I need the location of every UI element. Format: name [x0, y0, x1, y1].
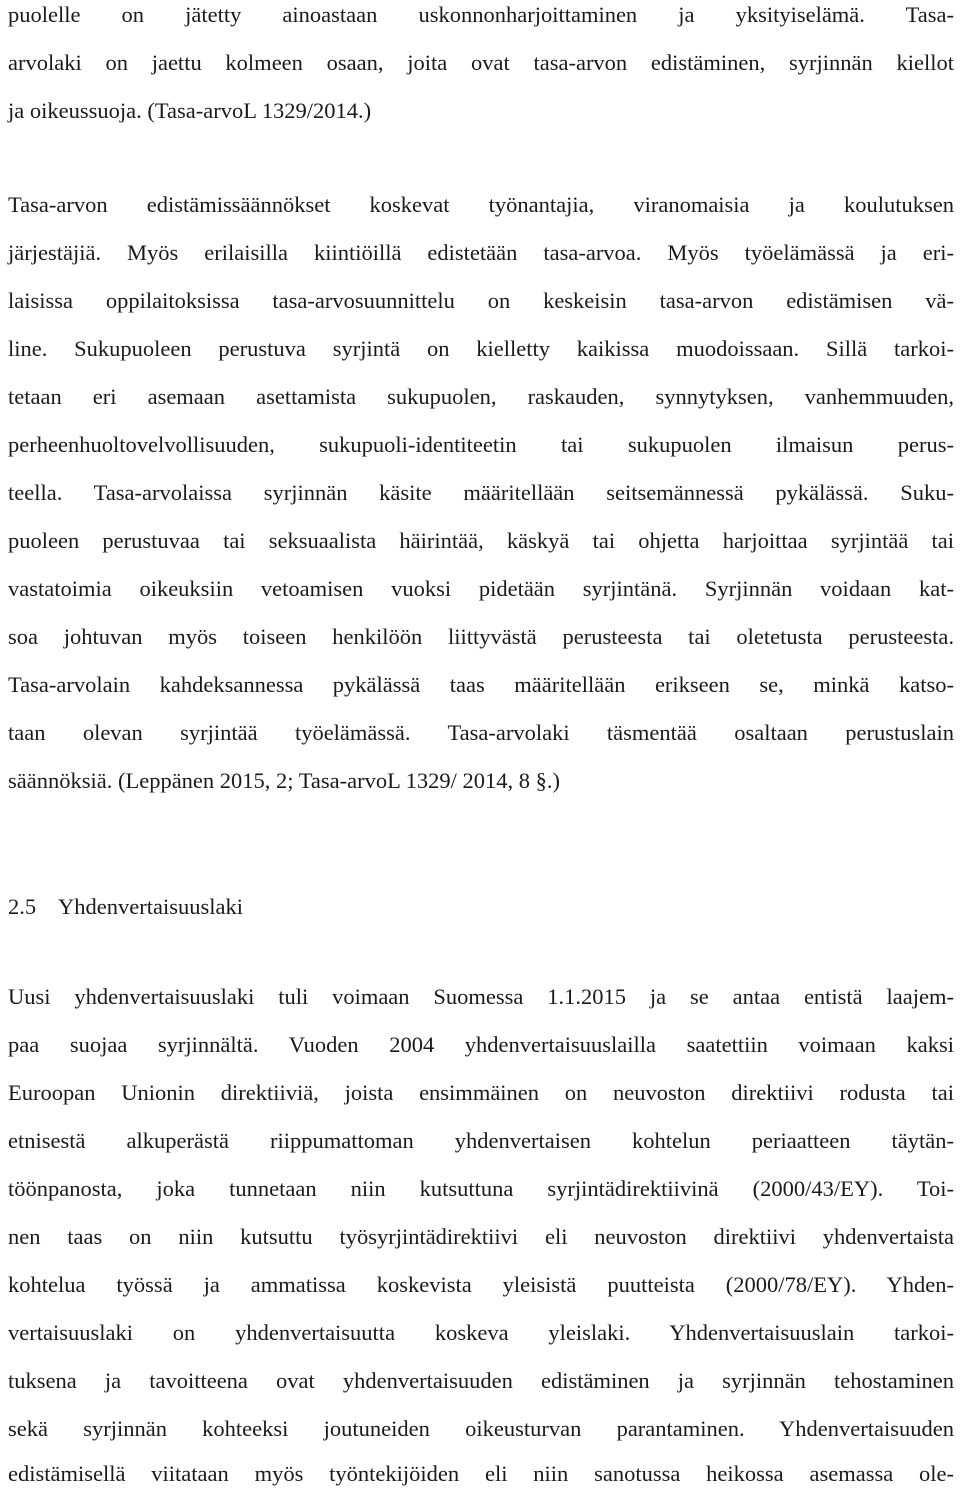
text-line: edistämisellä viitataan myös työntekijöiden eli niin sanotussa heikossa asemassa ole-: [8, 1461, 954, 1486]
text-line: vastatoimia oikeuksiin vetoamisen vuoksi pidetään syrjintänä. Syrjinnän voidaan kat-: [8, 576, 954, 601]
section-title: Yhdenvertaisuuslaki: [58, 894, 243, 919]
text-line: töönpanosta, joka tunnetaan niin kutsuttuna syrjintädirektiivinä (2000/43/EY). Toi-: [8, 1176, 954, 1201]
text-line: teella. Tasa-arvolaissa syrjinnän käsite määritellään seitsemännessä pykälässä. Suku-: [8, 480, 954, 505]
text-line: järjestäjiä. Myös erilaisilla kiintiöillä edistetään tasa-arvoa. Myös työelämässä ja eri-: [8, 240, 954, 265]
text-line: arvolaki on jaettu kolmeen osaan, joita ovat tasa-arvon edistäminen, syrjinnän kiellot: [8, 50, 954, 75]
text-line: Euroopan Unionin direktiiviä, joista ensimmäinen on neuvoston direktiivi rodusta tai: [8, 1080, 954, 1105]
text-line: soa johtuvan myös toiseen henkilöön liittyvästä perusteesta tai oletetusta perusteesta.: [8, 624, 954, 649]
text-line: sekä syrjinnän kohteeksi joutuneiden oikeusturvan parantaminen. Yhdenvertaisuuden: [8, 1416, 954, 1441]
text-line: line. Sukupuoleen perustuva syrjintä on kielletty kaikissa muodoissaan. Sillä tarkoi-: [8, 336, 954, 361]
text-line: nen taas on niin kutsuttu työsyrjintädirektiivi eli neuvoston direktiivi yhdenvertaista: [8, 1224, 954, 1249]
text-line: etnisestä alkuperästä riippumattoman yhdenvertaisen kohtelun periaatteen täytän-: [8, 1128, 954, 1153]
text-line: vertaisuuslaki on yhdenvertaisuutta koskeva yleislaki. Yhdenvertaisuuslain tarkoi-: [8, 1320, 954, 1345]
text-line: Uusi yhdenvertaisuuslaki tuli voimaan Suomessa 1.1.2015 ja se antaa entistä laajem-: [8, 984, 954, 1009]
text-line: puoleen perustuvaa tai seksuaalista häirintää, käskyä tai ohjetta harjoittaa syrjintää tai: [8, 528, 954, 553]
text-line: perheenhuoltovelvollisuuden, sukupuoli-identiteetin tai sukupuolen ilmaisun perus-: [8, 432, 954, 457]
text-line: Tasa-arvon edistämissäännökset koskevat työnantajia, viranomaisia ja koulutuksen: [8, 192, 954, 217]
text-line: tuksena ja tavoitteena ovat yhdenvertaisuuden edistäminen ja syrjinnän tehostaminen: [8, 1368, 954, 1393]
section-heading: [8, 892, 243, 922]
text-line: Tasa-arvolain kahdeksannessa pykälässä taas määritellään erikseen se, minkä katso-: [8, 672, 954, 697]
text-line: puolelle on jätetty ainoastaan uskonnonharjoittaminen ja yksityiselämä. Tasa-: [8, 2, 954, 27]
text-line: kohtelua työssä ja ammatissa koskevista yleisistä puutteista (2000/78/EY). Yhden-: [8, 1272, 954, 1297]
text-line: paa suojaa syrjinnältä. Vuoden 2004 yhdenvertaisuuslailla saatettiin voimaan kaksi: [8, 1032, 954, 1057]
section-number: 2.5: [8, 894, 37, 919]
text-line: ja oikeussuoja. (Tasa-arvoL 1329/2014.): [8, 98, 372, 123]
text-line: tetaan eri asemaan asettamista sukupuolen, raskauden, synnytyksen, vanhemmuuden,: [8, 384, 954, 409]
text-line: laisissa oppilaitoksissa tasa-arvosuunnittelu on keskeisin tasa-arvon edistämisen vä-: [8, 288, 954, 313]
text-line: säännöksiä. (Leppänen 2015, 2; Tasa-arvoL 1329/ 2014, 8 §.): [8, 768, 561, 793]
text-line: taan olevan syrjintää työelämässä. Tasa-arvolaki täsmentää osaltaan perustuslain: [8, 720, 954, 745]
